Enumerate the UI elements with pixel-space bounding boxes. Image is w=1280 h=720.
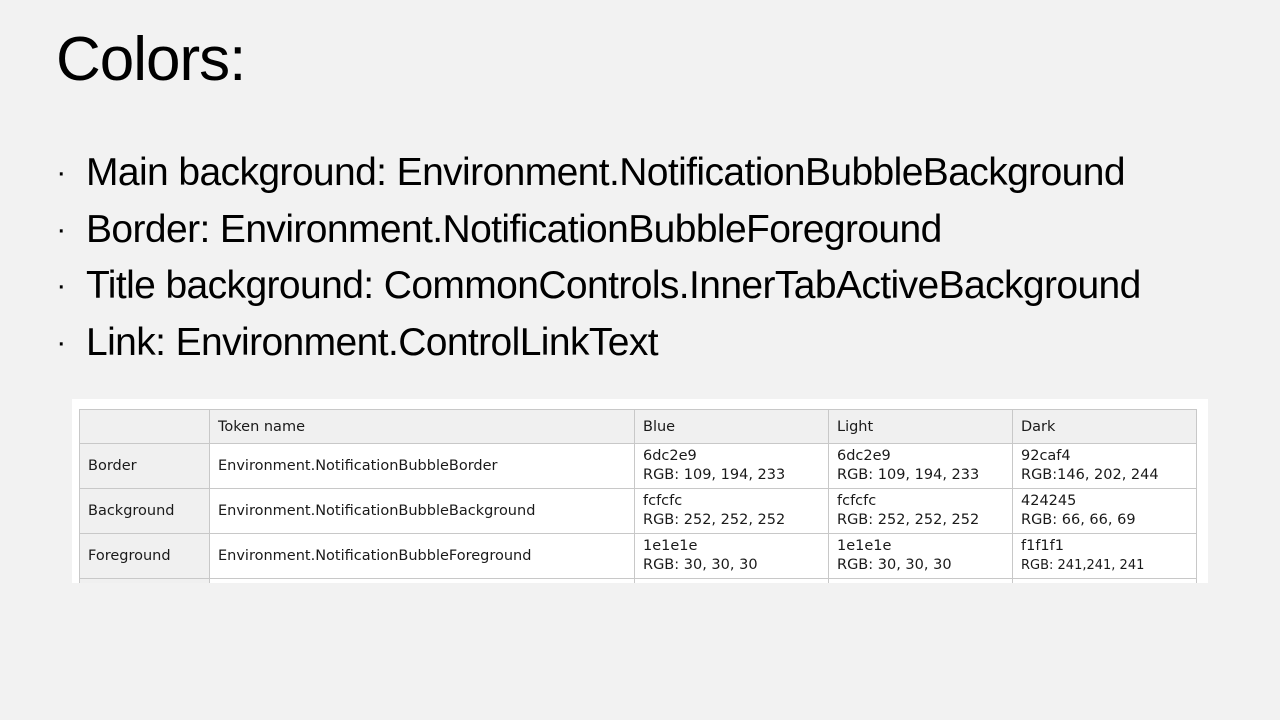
slide-title: Colors:: [56, 25, 246, 94]
light-value-cell: [829, 489, 1013, 534]
table-row: [80, 489, 1197, 534]
empty-cell: [1013, 579, 1197, 584]
light-value-cell: [829, 534, 1013, 579]
bullet-text: Main background: Environment.NotificationBubbleBackground: [86, 151, 1125, 194]
hex-value: 1e1e1e: [837, 538, 892, 554]
bullet-item: [56, 202, 1141, 259]
blue-value-cell: [635, 444, 829, 489]
table-row-cut-off: [80, 579, 1197, 584]
empty-cell: [210, 579, 635, 584]
light-value-cell: [829, 444, 1013, 489]
hex-value: 424245: [1021, 493, 1077, 509]
bullet-dot-icon: ·: [56, 269, 66, 302]
token-name-cell: Environment.NotificationBubbleBorder: [210, 444, 635, 489]
blue-value-cell: [635, 489, 829, 534]
empty-cell: [80, 579, 210, 584]
hex-value: fcfcfc: [643, 493, 683, 509]
color-token-table-image: [72, 399, 1208, 583]
color-token-table: [79, 409, 1197, 583]
table-header-cell: Light: [829, 410, 1013, 444]
bullet-item: [56, 145, 1141, 202]
rgb-value: RGB: 241,241, 241: [1021, 558, 1145, 573]
rgb-value: RGB: 66, 66, 69: [1021, 512, 1136, 528]
table-header-cell: Token name: [210, 410, 635, 444]
bullet-item: [56, 258, 1141, 315]
rgb-value: RGB: 109, 194, 233: [643, 467, 786, 483]
row-label-cell: Border: [80, 444, 210, 489]
bullet-list: [56, 145, 1141, 371]
hex-value: 6dc2e9: [643, 448, 697, 464]
rgb-value: RGB:146, 202, 244: [1021, 467, 1159, 483]
row-label-cell: Background: [80, 489, 210, 534]
bullet-text: Link: Environment.ControlLinkText: [86, 320, 658, 364]
bullet-text: Border: Environment.NotificationBubbleForeground: [86, 207, 942, 251]
bullet-dot-icon: ·: [56, 325, 66, 359]
rgb-value: RGB: 252, 252, 252: [643, 512, 786, 528]
row-label-cell: Foreground: [80, 534, 210, 579]
dark-value-cell: [1013, 534, 1197, 579]
hex-value: 92caf4: [1021, 448, 1071, 464]
rgb-value: RGB: 30, 30, 30: [643, 557, 758, 573]
bullet-dot-icon: ·: [56, 212, 66, 246]
token-name-cell: Environment.NotificationBubbleForeground: [210, 534, 635, 579]
dark-value-cell: [1013, 444, 1197, 489]
rgb-value: RGB: 252, 252, 252: [837, 512, 980, 528]
table-row: [80, 534, 1197, 579]
hex-value: f1f1f1: [1021, 538, 1064, 554]
table-header-row: [80, 410, 1197, 444]
blue-value-cell: [635, 534, 829, 579]
rgb-value: RGB: 30, 30, 30: [837, 557, 952, 573]
table-row: [80, 444, 1197, 489]
empty-cell: [829, 579, 1013, 584]
dark-value-cell: [1013, 489, 1197, 534]
hex-value: fcfcfc: [837, 493, 877, 509]
table-header-cell: Dark: [1013, 410, 1197, 444]
table-header-cell: Blue: [635, 410, 829, 444]
bullet-text: Title background: CommonControls.InnerTabActiveBackground: [86, 264, 1141, 307]
hex-value: 1e1e1e: [643, 538, 698, 554]
token-name-cell: Environment.NotificationBubbleBackground: [210, 489, 635, 534]
table-header-cell: [80, 410, 210, 444]
hex-value: 6dc2e9: [837, 448, 891, 464]
empty-cell: [635, 579, 829, 584]
rgb-value: RGB: 109, 194, 233: [837, 467, 980, 483]
bullet-item: [56, 315, 1141, 372]
bullet-dot-icon: ·: [56, 156, 66, 189]
